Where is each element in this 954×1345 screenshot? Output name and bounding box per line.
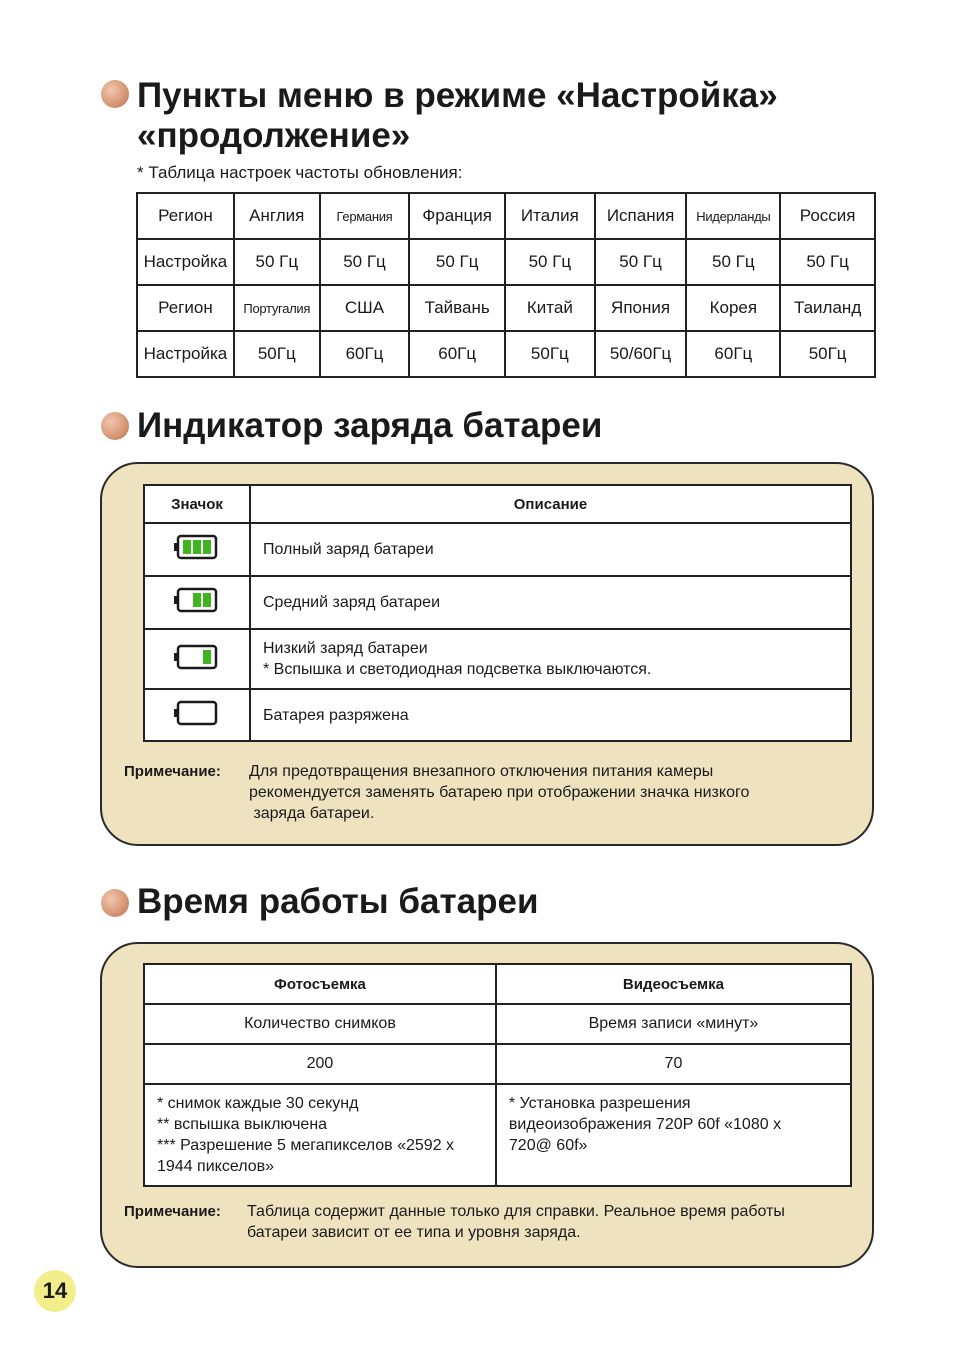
table-cell: 50 Гц — [780, 239, 875, 285]
section-title-battery-indicator: Индикатор заряда батареи — [137, 406, 603, 445]
table-row — [144, 629, 851, 689]
table-cell: 50 Гц — [595, 239, 687, 285]
icon-cell — [144, 523, 250, 576]
table-cell: 50 Гц — [505, 239, 595, 285]
note-line: Таблица содержит данные только для справки. Реальное время работы — [247, 1203, 785, 1220]
table-cell: Франция — [409, 193, 505, 239]
table-row — [144, 1084, 851, 1186]
note-text — [247, 1201, 785, 1243]
note-label: Примечание: — [124, 1203, 221, 1220]
table-cell: Нидерланды — [686, 193, 780, 239]
battery-medium-icon — [173, 586, 221, 614]
table-cell: США — [320, 285, 410, 331]
table-cell: Италия — [505, 193, 595, 239]
notes-line: *** Разрешение 5 мегапикселов «2592 х — [157, 1137, 455, 1154]
section-title-line2: «продолжение» — [137, 116, 411, 155]
notes-line: * снимок каждые 30 секунд — [157, 1095, 359, 1112]
notes-line: 1944 пикселов» — [157, 1158, 274, 1175]
table-cell: Англия — [234, 193, 320, 239]
table-cell: 60Гц — [409, 331, 505, 377]
icon-cell — [144, 629, 250, 689]
note-line: Для предотвращения внезапного отключения питания камеры — [249, 763, 714, 780]
section-bullet-icon — [101, 412, 129, 440]
table-cell: 50Гц — [780, 331, 875, 377]
table-row — [137, 193, 875, 239]
table-cell: Настройка — [137, 331, 234, 377]
table-cell: Количество снимков — [144, 1004, 496, 1044]
table-cell: Тайвань — [409, 285, 505, 331]
table-header-row — [144, 964, 851, 1004]
column-header-icon: Значок — [144, 485, 250, 523]
notes-line: * Установка разрешения — [508, 1095, 691, 1112]
table-cell: Настройка — [137, 239, 234, 285]
note-line: заряда батареи. — [249, 805, 375, 822]
table-row — [137, 331, 875, 377]
table-header-row — [144, 485, 851, 523]
battery-level-description — [250, 629, 851, 689]
battery-low-icon — [173, 643, 221, 671]
table-cell: Испания — [595, 193, 687, 239]
note-text — [249, 761, 749, 824]
table-cell: Таиланд — [780, 285, 875, 331]
icon-cell — [144, 689, 250, 741]
column-header-description: Описание — [250, 485, 851, 523]
refresh-table-caption: * Таблица настроек частоты обновления: — [137, 163, 463, 182]
table-row — [144, 689, 851, 741]
table-row — [144, 576, 851, 629]
table-cell: 50/60Гц — [595, 331, 687, 377]
notes-line: видеоизображения 720P 60f «1080 х — [508, 1116, 782, 1133]
table-cell: Корея — [686, 285, 780, 331]
table-cell: 60Гц — [686, 331, 780, 377]
table-row — [137, 285, 875, 331]
column-header-video: Видеосъемка — [496, 964, 851, 1004]
section-bullet-icon — [101, 80, 129, 108]
battery-full-icon — [173, 533, 221, 561]
table-cell-notes — [144, 1084, 496, 1186]
battery-level-description: Батарея разряжена — [250, 689, 851, 741]
refresh-rate-table — [136, 192, 876, 378]
table-cell: Германия — [320, 193, 410, 239]
description-note: * Вспышка и светодиодная подсветка выключаются. — [263, 661, 652, 678]
note-label: Примечание: — [124, 763, 221, 780]
table-row — [144, 523, 851, 576]
page-number: 14 — [34, 1270, 76, 1312]
icon-cell — [144, 576, 250, 629]
table-row — [144, 1044, 851, 1084]
table-cell: 70 — [496, 1044, 851, 1084]
table-cell: Регион — [137, 193, 234, 239]
table-cell: 50 Гц — [234, 239, 320, 285]
table-cell: Китай — [505, 285, 595, 331]
table-cell: 50Гц — [505, 331, 595, 377]
note-line: батареи зависит от ее типа и уровня заряда. — [247, 1224, 581, 1241]
table-cell-notes — [496, 1084, 851, 1186]
table-cell: Время записи «минут» — [496, 1004, 851, 1044]
table-row — [144, 1004, 851, 1044]
table-cell: 60Гц — [320, 331, 410, 377]
table-row — [137, 239, 875, 285]
table-cell: 50 Гц — [320, 239, 410, 285]
table-cell: Япония — [595, 285, 687, 331]
section-title-menu — [137, 76, 778, 156]
column-header-photo: Фотосъемка — [144, 964, 496, 1004]
note-line: рекомендуется заменять батарею при отображении значка низкого — [249, 784, 750, 801]
notes-line: 720@ 60f» — [508, 1137, 588, 1154]
section-bullet-icon — [101, 889, 129, 917]
battery-empty-icon — [173, 699, 221, 727]
description-line: Низкий заряд батареи — [263, 640, 428, 657]
table-cell: 50Гц — [234, 331, 320, 377]
table-cell: Регион — [137, 285, 234, 331]
section-title-line1: Пункты меню в режиме «Настройка» — [137, 76, 778, 115]
table-cell: 200 — [144, 1044, 496, 1084]
battery-level-description: Полный заряд батареи — [250, 523, 851, 576]
battery-runtime-table — [143, 963, 852, 1187]
table-cell: 50 Гц — [409, 239, 505, 285]
section-title-battery-runtime: Время работы батареи — [137, 882, 539, 921]
battery-level-description: Средний заряд батареи — [250, 576, 851, 629]
table-cell: Португалия — [234, 285, 320, 331]
table-cell: Россия — [780, 193, 875, 239]
table-cell: 50 Гц — [686, 239, 780, 285]
notes-line: ** вспышка выключена — [157, 1116, 328, 1133]
battery-indicator-table — [143, 484, 852, 742]
